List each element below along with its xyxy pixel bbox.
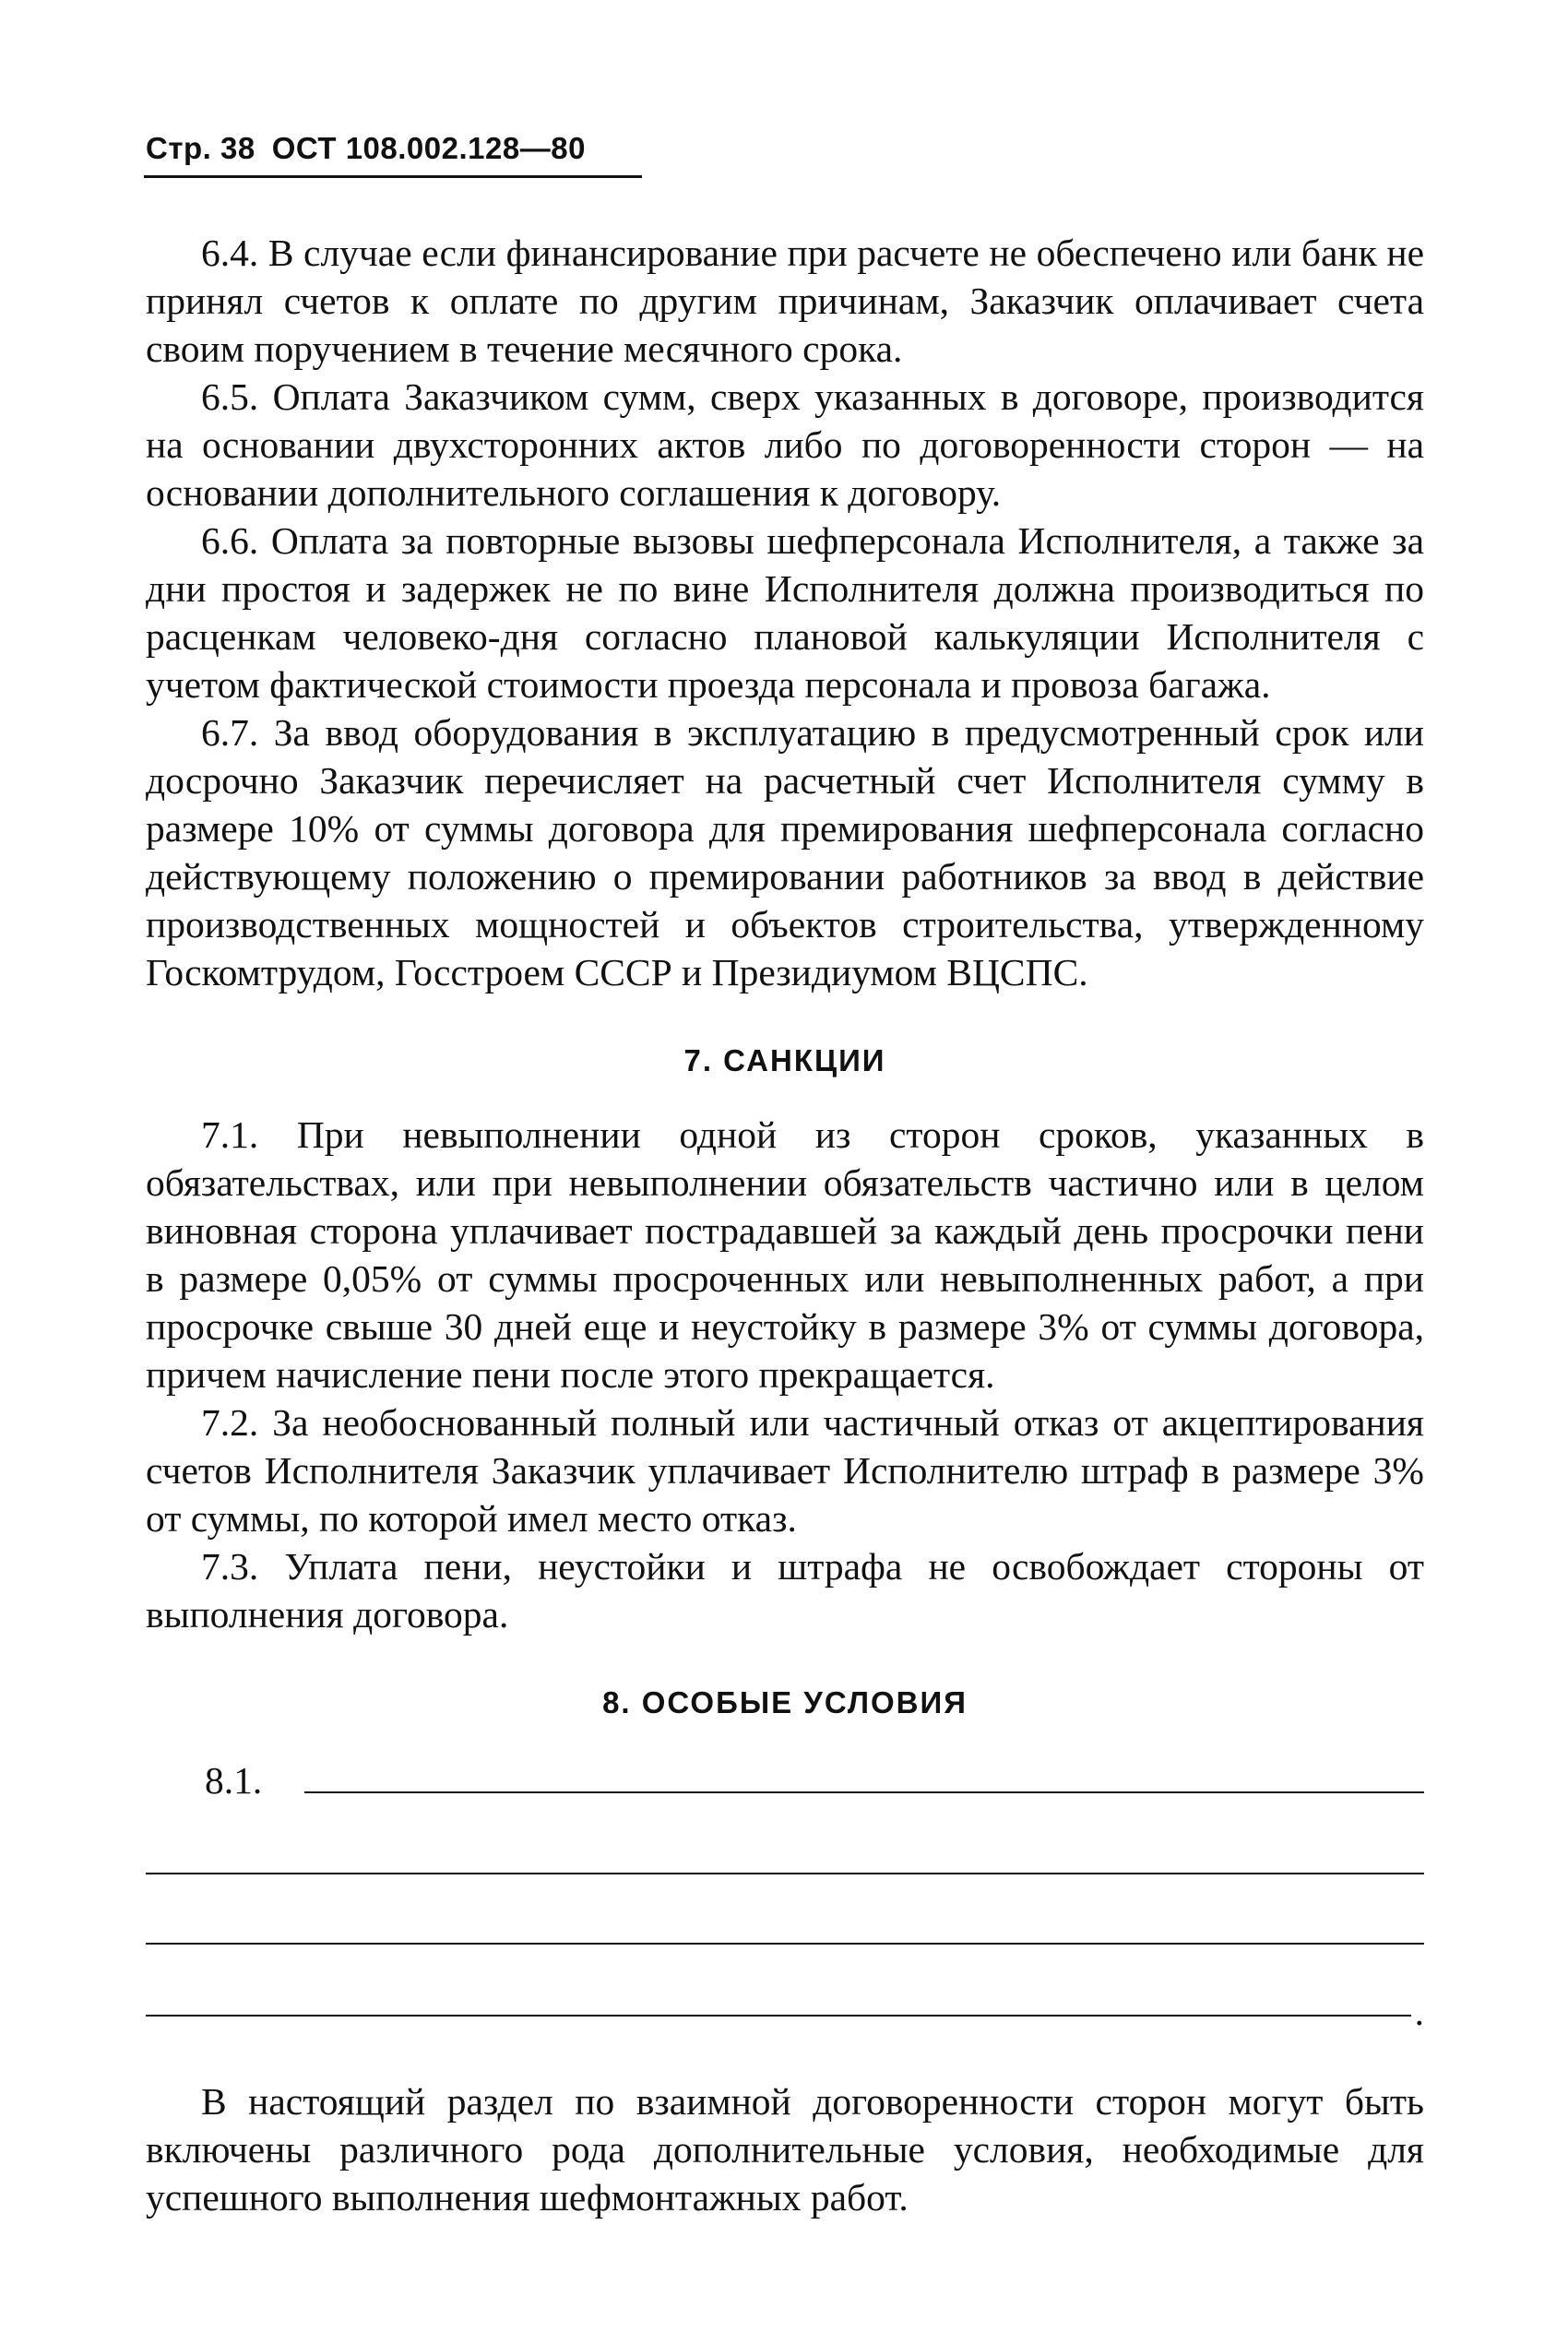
- clause-7-3: 7.3. Уплата пени, неустойки и штрафа не освобождает стороны от выполнения договора.: [146, 1545, 1424, 1636]
- fill-in-line: [304, 1791, 1424, 1793]
- clause-6-5: 6.5. Оплата Заказчиком сумм, сверх указанных в договоре, производится на основании двухсторонних актов либо по договоренности сторон — на основании дополнительного соглашения к договору.: [146, 375, 1424, 514]
- header-rule: [144, 175, 642, 178]
- fill-in-line-last: [146, 1991, 1424, 2033]
- document-body: [146, 229, 1424, 2221]
- section-heading-sanctions: 7. САНКЦИИ: [683, 1043, 886, 1077]
- clause-6-6: 6.6. Оплата за повторные вызовы шефперсонала Исполнителя, а также за дни простоя и задержек не по вине Исполнителя должна производиться по расценкам человеко-дня согласно плановой калькуляции Исполнителя с учетом фактической стоимости проезда персонала и провоза багажа.: [146, 519, 1424, 706]
- clause-6-4: 6.4. В случае если финансирование при расчете не обеспечено или банк не принял счетов к оплате по другим причинам, Заказчик оплачивает счета своим поручением в течение месячного срока.: [146, 232, 1424, 370]
- line-end-mark: .: [1414, 1991, 1424, 2033]
- section-heading-special-conditions: 8. ОСОБЫЕ УСЛОВИЯ: [602, 1685, 968, 1719]
- clause-7-2: 7.2. За необоснованный полный или частичный отказ от акцептирования счетов Исполнителя Заказчик уплачивает Исполнителю штраф в размере 3% от суммы, по которой имел место отказ.: [146, 1401, 1424, 1540]
- fill-in-line: [146, 1943, 1424, 1945]
- fill-in-line: [146, 1873, 1424, 1874]
- standard-code: ОСТ 108.002.128—80: [271, 131, 586, 165]
- clause-7-1: 7.1. При невыполнении одной из сторон сроков, указанных в обязательствах, или при невыполнении обязательств частично или в целом виновная сторона уплачивает пострадавшей за каждый день просрочки пени в размере 0,05% от суммы просроченных или невыполненных работ, а при просрочке свыше 30 дней еще и неустойку в размере 3% от суммы договора, причем начисление пени после этого прекращается.: [146, 1113, 1424, 1396]
- clause-8-1-number: 8.1.: [205, 1759, 263, 1802]
- section-8-note: В настоящий раздел по взаимной договоренности сторон могут быть включены различного рода дополнительные условия, необходимые для успешного выполнения шефмонтажных работ.: [146, 2080, 1424, 2219]
- clause-8-1-fill-line: [146, 1753, 1424, 1804]
- fill-in-line: [146, 2015, 1411, 2017]
- page-header: [146, 131, 586, 166]
- page-number: Стр. 38: [146, 131, 255, 165]
- clause-6-7: 6.7. За ввод оборудования в эксплуатацию в предусмотренный срок или досрочно Заказчик перечисляет на расчетный счет Исполнителя сумму в размере 10% от суммы договора для премирования шефперсонала согласно действующему положению о премировании работников за ввод в действие производственных мощностей и объектов строительства, утвержденному Госкомтрудом, Госстроем СССР и Президиумом ВЦСПС.: [146, 711, 1424, 993]
